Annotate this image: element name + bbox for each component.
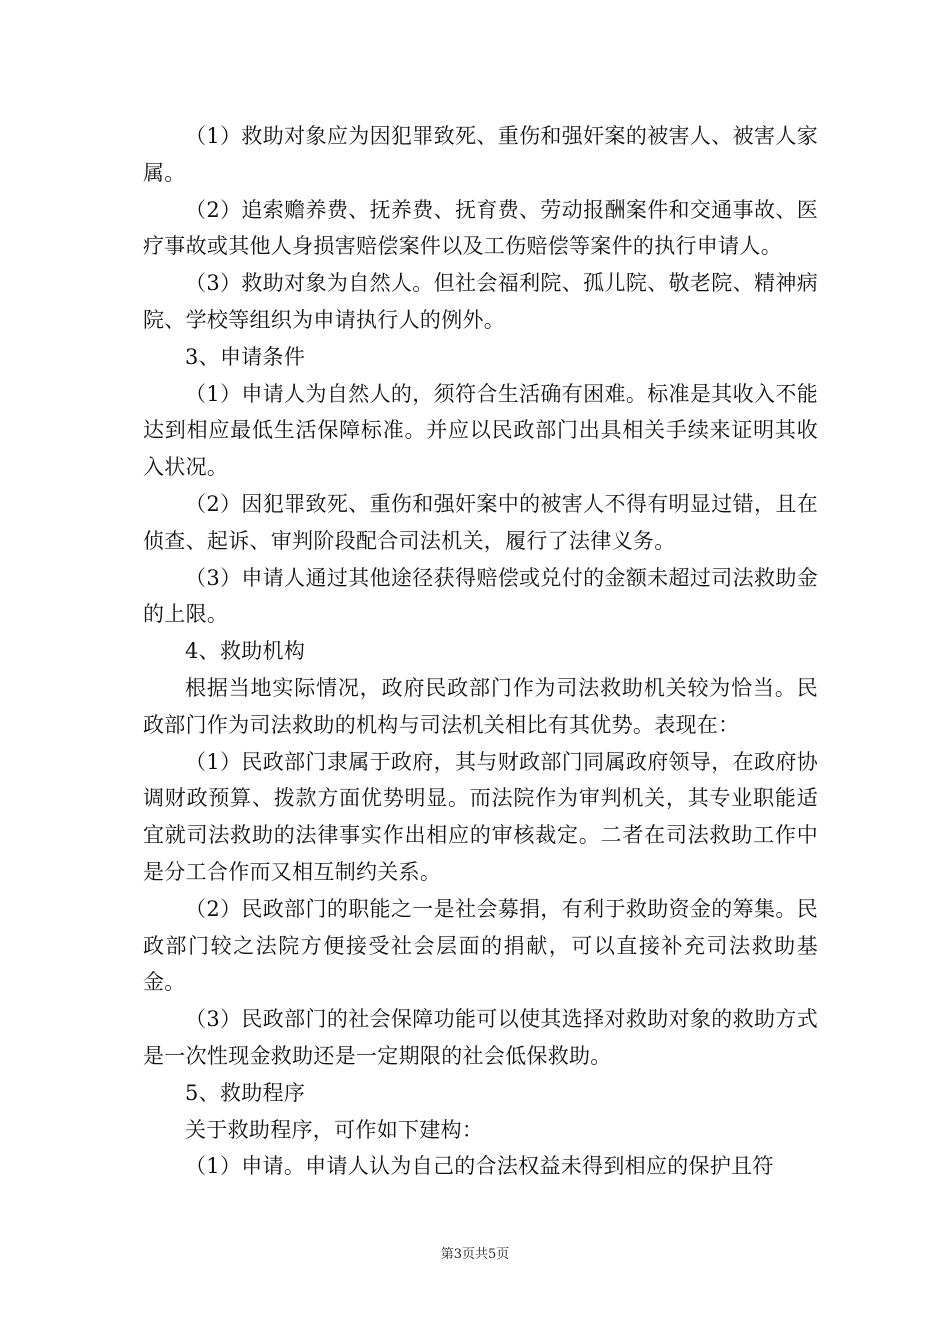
paragraph-agency-advantage-1: （1）民政部门隶属于政府，其与财政部门同属政府领导，在政府协调财政预算、拨款方面优势明显。而法院作为审判机关，其专业职能适宜就司法救助的法律事实作出相应的审核裁定。二者在司法救助工作中是分工合作而又相互制约关系。 [143,749,818,884]
paragraph-procedure-intro: 关于救助程序，可作如下建构： [185,1117,484,1142]
paragraph-condition-no-fault: （2）因犯罪致死、重伤和强奸案中的被害人不得有明显过错，且在侦查、起诉、审判阶段配合司法机关，履行了法律义务。 [143,491,818,553]
paragraph-victim-family: （1）救助对象应为因犯罪致死、重伤和强奸案的被害人、被害人家属。 [143,124,818,185]
page-number-label: 第3页共5页 [440,1247,510,1262]
document-body [143,118,818,1185]
paragraph-enforcement-applicants: （2）追索赡养费、抚养费、抚育费、劳动报酬案件和交通事故、医疗事故或其他人身损害赔偿案件以及工伤赔偿等案件的执行申请人。 [143,197,818,259]
paragraph-agency-advantage-2: （2）民政部门的职能之一是社会募捐，有利于救助资金的筹集。民政部门较之法院方便接受社会层面的捐献，可以直接补充司法救助基金。 [143,896,818,995]
paragraph-condition-income: （1）申请人为自然人的，须符合生活确有困难。标准是其收入不能达到相应最低生活保障标准。并应以民政部门出具相关手续来证明其收入状况。 [143,381,818,480]
section-heading-aid-procedure: 5、救助程序 [185,1080,306,1105]
paragraph-condition-limit: （3）申请人通过其他途径获得赔偿或兑付的金额未超过司法救助金的上限。 [143,565,818,627]
paragraph-agency-advantage-3: （3）民政部门的社会保障功能可以使其选择对救助对象的救助方式是一次性现金救助还是一定期限的社会低保救助。 [143,1007,818,1068]
page-footer [0,1243,950,1262]
section-heading-aid-agency: 4、救助机构 [185,639,306,664]
paragraph-agency-intro: 根据当地实际情况，政府民政部门作为司法救助机关较为恰当。民政部门作为司法救助的机构与司法机关相比有其优势。表现在： [143,675,818,737]
paragraph-procedure-application: （1）申请。申请人认为自己的合法权益未得到相应的保护且符 [185,1154,774,1179]
paragraph-natural-person: （3）救助对象为自然人。但社会福利院、孤儿院、敬老院、精神病院、学校等组织为申请执行人的例外。 [143,271,818,332]
section-heading-application-conditions: 3、申请条件 [185,344,306,369]
